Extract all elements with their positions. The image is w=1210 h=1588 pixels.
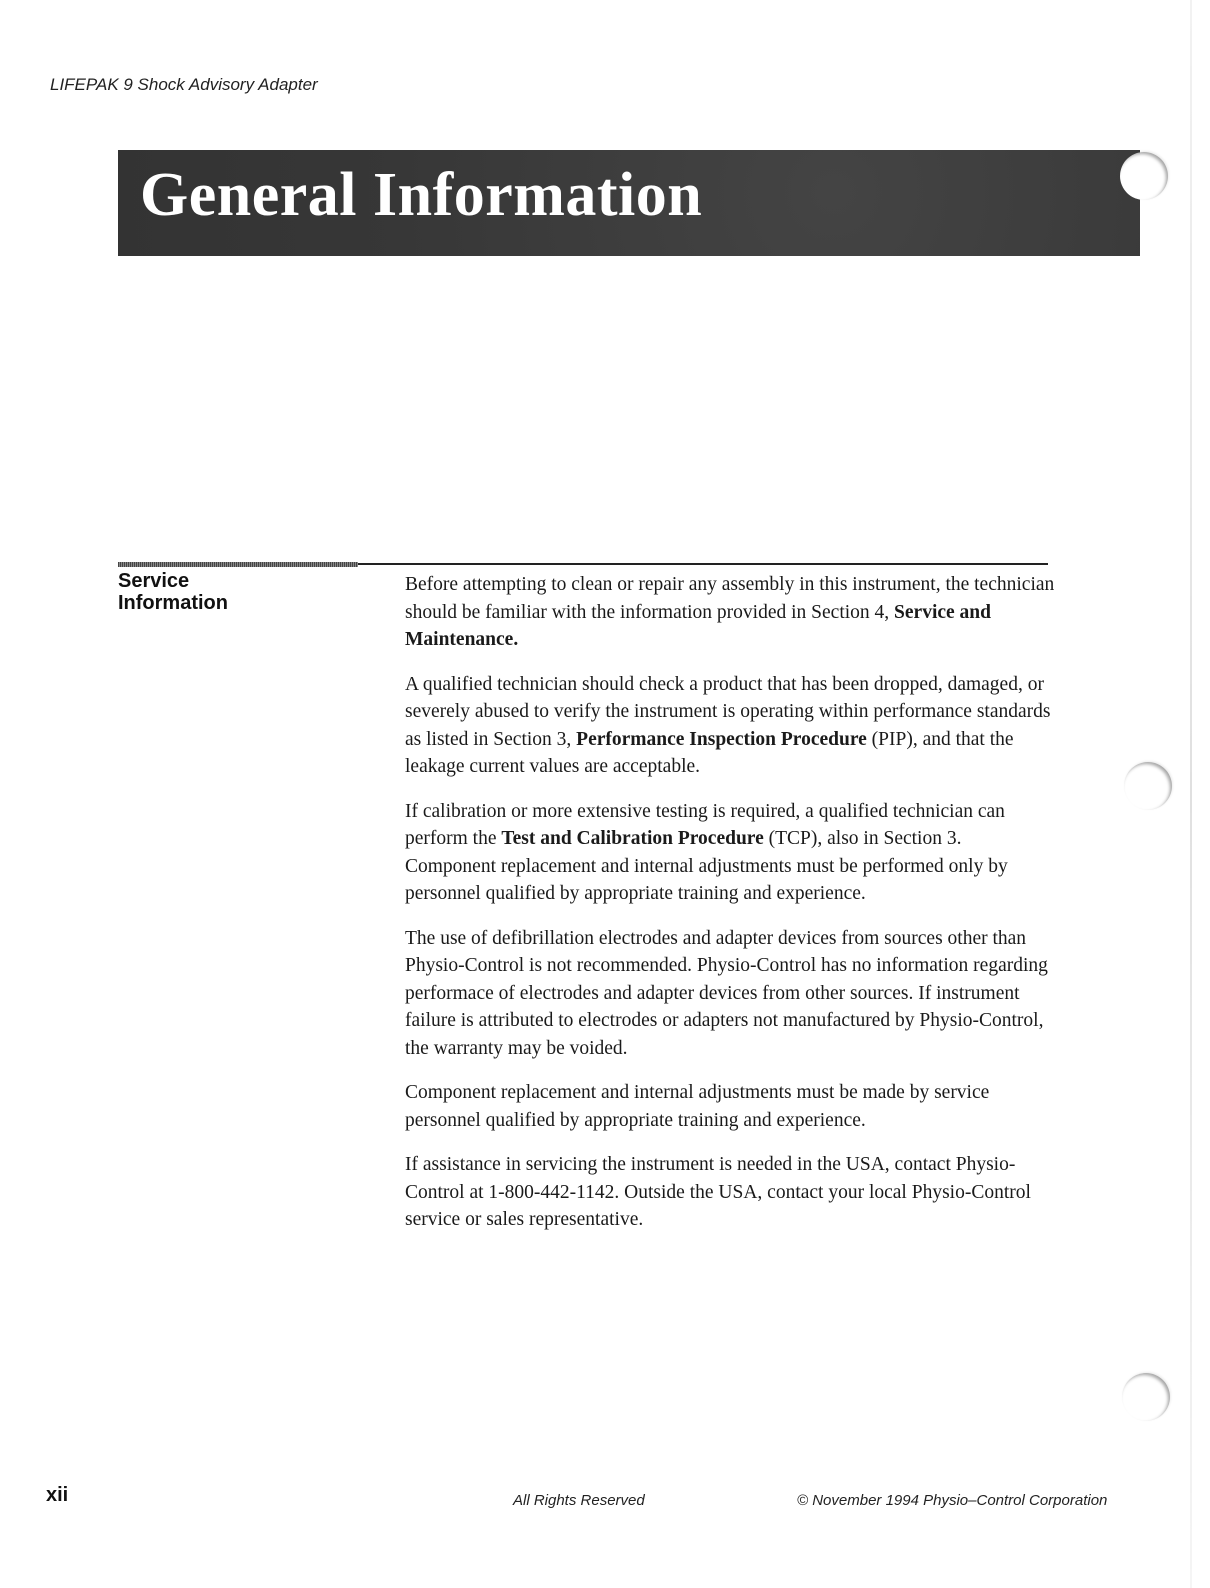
section-rule (358, 563, 1048, 565)
section-body (405, 571, 1055, 1251)
paragraph-text: (PIP), and that the leakage current values are acceptable. (405, 728, 1014, 777)
section-reference: Performance Inspection Procedure (576, 728, 867, 750)
paragraph-electrodes: The use of defibrillation electrodes and adapter devices from sources other than Physio-Control is not recommended. Physio-Control has no information regarding performace of electrodes and adapter devices from other sources. If instrument failure is attributed to electrodes or adapters not manufactured by Physio-Control, the warranty may be voided. (405, 927, 1048, 1059)
paragraph-text: A qualified technician should check a product that has been dropped, damaged, or severely abused to verify the instrument is operating within performance standards as listed in Section 3, (405, 673, 1051, 750)
section-reference: Service and Maintenance (405, 601, 991, 650)
paragraph-text: If calibration or more extensive testing is required, a qualified technician can perform the (405, 800, 1005, 849)
paragraph-dropped-product (405, 671, 1055, 781)
paragraph-text: . (513, 629, 519, 650)
paragraph-clean-repair (405, 571, 1055, 654)
section-heading-line2: Information (118, 592, 228, 614)
footer-copyright: © November 1994 Physio–Control Corporation (797, 1492, 1108, 1509)
page-edge-divider (1190, 0, 1192, 1588)
paragraph-text: Before attempting to clean or repair any assembly in this instrument, the technician should be familiar with the information provided in Section 4, (405, 574, 1055, 623)
punch-hole-icon (1120, 152, 1168, 200)
running-header: LIFEPAK 9 Shock Advisory Adapter (50, 75, 318, 94)
section-reference: Test and Calibration Procedure (501, 828, 764, 849)
paragraph-assistance: If assistance in servicing the instrument is needed in the USA, contact Physio-Control at 1-800-442-1142. Outside the USA, contact your local Physio-Control service or sales representative. (405, 1154, 1031, 1230)
punch-hole-icon (1122, 1373, 1170, 1421)
section-heading-line1: Service (118, 570, 190, 592)
chapter-title: General Information (140, 161, 703, 229)
paragraph-text: (TCP), also in Section 3. Component replacement and internal adjustments must be performed only by personnel qualified by appropriate training and experience. (405, 828, 1008, 904)
paragraph-component-replacement: Component replacement and internal adjustments must be made by service personnel qualified by appropriate training and experience. (405, 1082, 990, 1131)
chapter-title-band (118, 150, 1140, 256)
punch-hole-icon (1124, 762, 1172, 810)
section-heading (118, 570, 358, 614)
footer-rights: All Rights Reserved (513, 1492, 645, 1509)
paragraph-calibration (405, 798, 1055, 908)
page-number: xii (46, 1484, 69, 1506)
side-heading-rule (118, 562, 358, 567)
